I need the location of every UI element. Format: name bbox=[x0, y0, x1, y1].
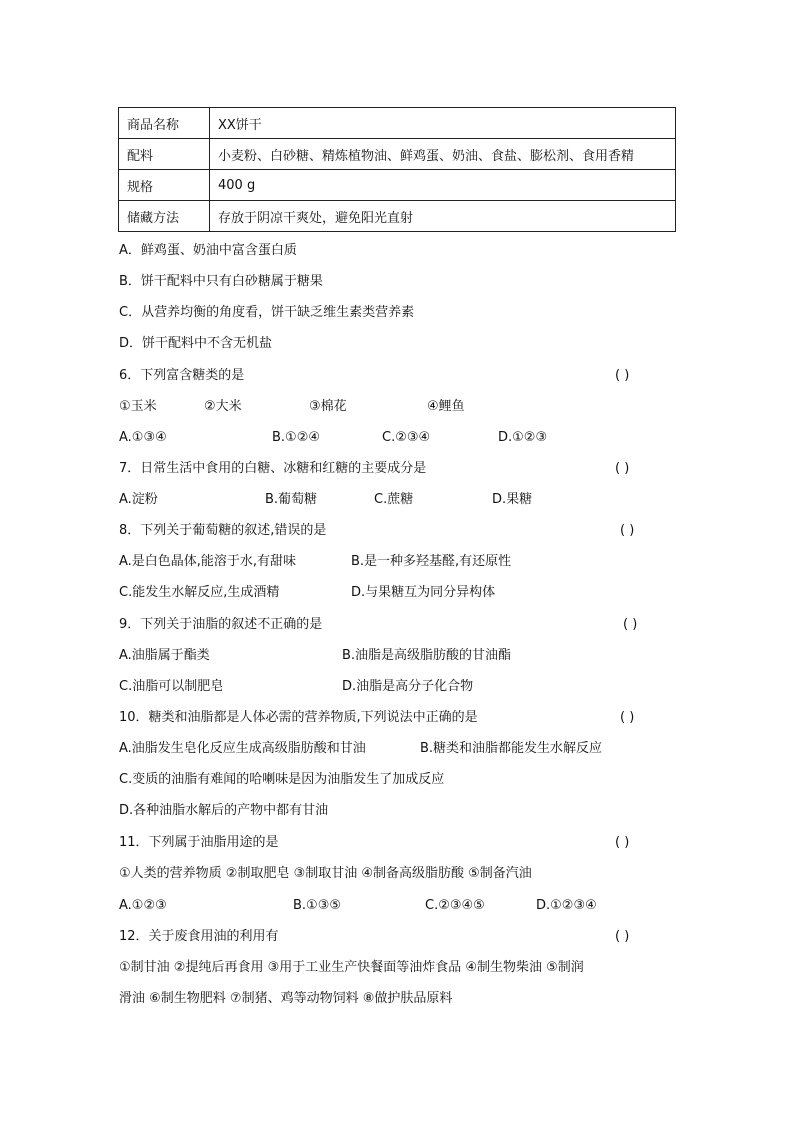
q6-option-c: C.②③④ bbox=[382, 430, 431, 445]
q5-option-d: D．饼干配料中不含无机盐 bbox=[119, 336, 273, 351]
table-row bbox=[119, 201, 676, 232]
table-row bbox=[119, 108, 676, 139]
q8-option-c: C.能发生水解反应,生成酒精 bbox=[119, 585, 280, 600]
q12-stem: 12．关于废食用油的利用有 bbox=[119, 929, 279, 944]
q11-option-b: B.①③⑤ bbox=[293, 898, 342, 913]
q6-option-d: D.①②③ bbox=[498, 430, 548, 445]
q11-option-d: D.①②③④ bbox=[536, 898, 597, 913]
q5-option-c: C．从营养均衡的角度看，饼干缺乏维生素类营养素 bbox=[119, 305, 415, 320]
q11-option-a: A.①②③ bbox=[119, 898, 167, 913]
q8-stem: 8．下列关于葡萄糖的叙述,错误的是 bbox=[119, 523, 327, 538]
table-key: 储藏方法 bbox=[119, 201, 210, 232]
table-key: 规格 bbox=[119, 170, 210, 201]
q11-stem: 11．下列属于油脂用途的是 bbox=[119, 835, 279, 850]
q6-stem: 6．下列富含糖类的是 bbox=[119, 368, 245, 383]
q11-option-c: C.②③④⑤ bbox=[425, 898, 485, 913]
q11-items: ①人类的营养物质 ②制取肥皂 ③制取甘油 ④制备高级脂肪酸 ⑤制备汽油 bbox=[119, 866, 532, 881]
table-key: 配料 bbox=[119, 139, 210, 170]
answer-parenthesis: ( ) bbox=[620, 710, 635, 725]
q10-stem: 10．糖类和油脂都是人体必需的营养物质,下列说法中正确的是 bbox=[119, 710, 478, 725]
q9-stem: 9．下列关于油脂的叙述不正确的是 bbox=[119, 617, 323, 632]
table-key: 商品名称 bbox=[119, 108, 210, 139]
q8-option-a: A.是白色晶体,能溶于水,有甜味 bbox=[119, 554, 297, 569]
answer-parenthesis: ( ) bbox=[615, 835, 630, 850]
answer-parenthesis: ( ) bbox=[615, 461, 630, 476]
table-value: 小麦粉、白砂糖、精炼植物油、鲜鸡蛋、奶油、食盐、膨松剂、食用香精 bbox=[210, 139, 676, 170]
q8-option-b: B.是一种多羟基醛,有还原性 bbox=[351, 554, 512, 569]
table-value: 存放于阴凉干爽处，避免阳光直射 bbox=[210, 201, 676, 232]
q7-stem: 7．日常生活中食用的白糖、冰糖和红糖的主要成分是 bbox=[119, 461, 427, 476]
table-value: XX饼干 bbox=[210, 108, 676, 139]
q6-item-4: ④鲤鱼 bbox=[427, 399, 465, 414]
q6-item-3: ③棉花 bbox=[309, 399, 347, 414]
q5-option-a: A．鲜鸡蛋、奶油中富含蛋白质 bbox=[119, 243, 297, 258]
q10-option-a: A.油脂发生皂化反应生成高级脂肪酸和甘油 bbox=[119, 741, 366, 756]
q12-items-line-1: ①制甘油 ②提纯后再食用 ③用于工业生产快餐面等油炸食品 ④制生物柴油 ⑤制润 bbox=[119, 960, 584, 975]
answer-parenthesis: ( ) bbox=[620, 523, 635, 538]
q7-option-b: B.葡萄糖 bbox=[265, 492, 318, 507]
q6-item-2: ②大米 bbox=[204, 399, 242, 414]
q6-item-1: ①玉米 bbox=[119, 399, 157, 414]
table-row bbox=[119, 170, 676, 201]
table-row bbox=[119, 139, 676, 170]
q9-option-c: C.油脂可以制肥皂 bbox=[119, 679, 224, 694]
q10-option-b: B.糖类和油脂都能发生水解反应 bbox=[420, 741, 603, 756]
answer-parenthesis: ( ) bbox=[615, 929, 630, 944]
q7-option-a: A.淀粉 bbox=[119, 492, 158, 507]
q9-option-a: A.油脂属于酯类 bbox=[119, 648, 210, 663]
q10-option-d: D.各种油脂水解后的产物中都有甘油 bbox=[119, 803, 329, 818]
q12-items-line-2: 滑油 ⑥制生物肥料 ⑦制猪、鸡等动物饲料 ⑧做护肤品原料 bbox=[119, 991, 453, 1006]
table-value: 400 g bbox=[210, 170, 676, 201]
product-info-table bbox=[118, 107, 676, 232]
q5-option-b: B．饼干配料中只有白砂糖属于糖果 bbox=[119, 274, 323, 289]
q9-option-d: D.油脂是高分子化合物 bbox=[342, 679, 474, 694]
answer-parenthesis: ( ) bbox=[623, 617, 638, 632]
answer-parenthesis: ( ) bbox=[615, 368, 630, 383]
q10-option-c: C.变质的油脂有难闻的哈喇味是因为油脂发生了加成反应 bbox=[119, 772, 445, 787]
q9-option-b: B.油脂是高级脂肪酸的甘油酯 bbox=[342, 648, 512, 663]
q8-option-d: D.与果糖互为同分异构体 bbox=[351, 585, 496, 600]
q7-option-c: C.蔗糖 bbox=[374, 492, 414, 507]
q7-option-d: D.果糖 bbox=[492, 492, 533, 507]
q6-option-b: B.①②④ bbox=[272, 430, 321, 445]
q6-option-a: A.①③④ bbox=[119, 430, 167, 445]
